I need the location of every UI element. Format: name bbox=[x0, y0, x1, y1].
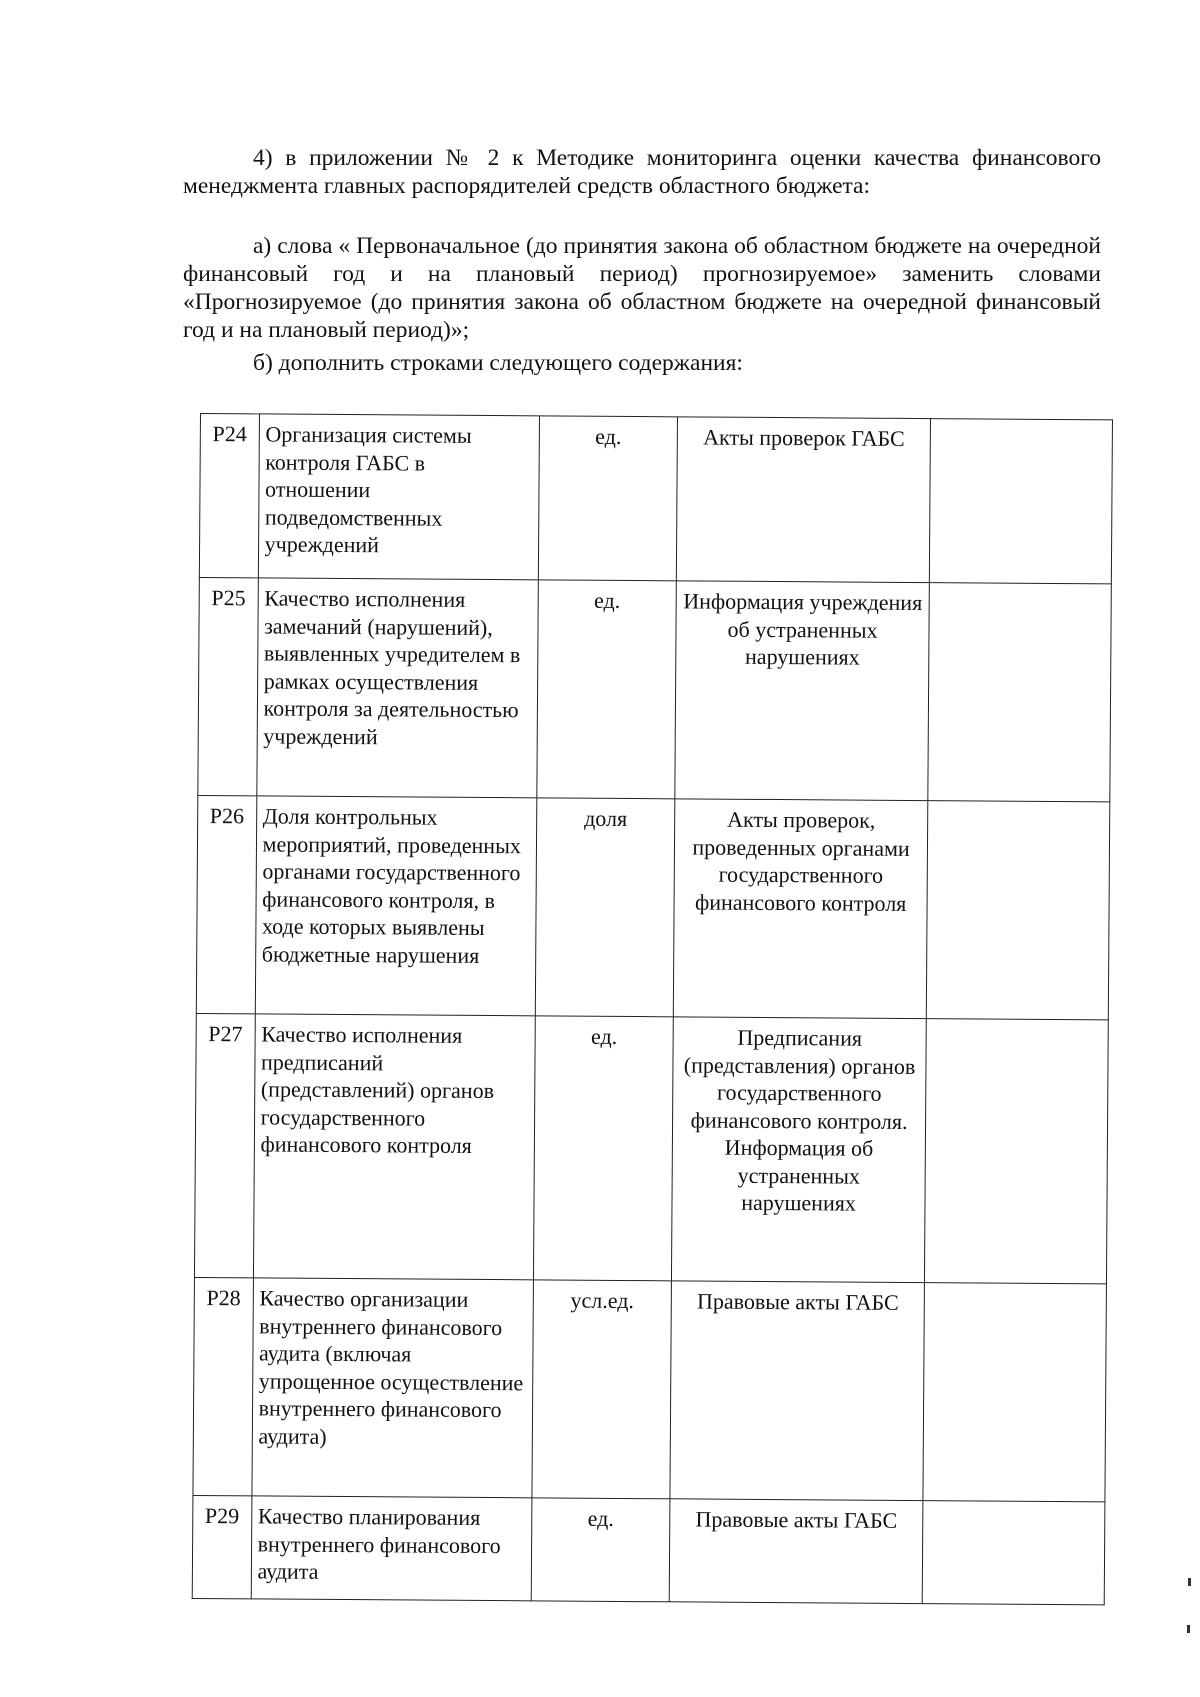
row-unit: ед. bbox=[533, 1016, 674, 1281]
row-code: P28 bbox=[193, 1277, 253, 1495]
row-unit: усл.ед. bbox=[531, 1280, 671, 1499]
paragraph-text: 4) в приложении № 2 к Методике мониторинга оценки качества финансового менеджмента главных распорядителей средств областного бюджета: bbox=[183, 145, 1101, 199]
table-row bbox=[199, 414, 1112, 584]
row-name: Качество планирования внутреннего финансового аудита bbox=[251, 1496, 532, 1601]
row-unit: доля bbox=[535, 798, 675, 1017]
row-source: Предписания (представления) органов государственного финансового контроля. Информация об устраненных нарушениях bbox=[672, 1017, 926, 1283]
row-name: Качество исполнения замечаний (нарушений), выявленных учредителем в рамках осуществления контроля за деятельностью учреждений bbox=[256, 578, 537, 798]
row-source: Правовые акты ГАБС bbox=[670, 1281, 924, 1501]
paragraph-text: а) слова « Первоначальное (до принятия закона об областном бюджете на очередной финансовый год и на плановый период) прогнозируемое» заменить словами «Прогнозируемое (до принятия закона об областном бюджете на очередной финансовый год и на плановый период)»; bbox=[183, 233, 1101, 343]
paragraph-text: б) дополнить строками следующего содержания: bbox=[253, 350, 743, 376]
row-name: Качество исполнения предписаний (представлений) органов государственного финансового контроля bbox=[253, 1014, 535, 1280]
row-code: P25 bbox=[198, 577, 258, 795]
row-extra bbox=[923, 1283, 1107, 1502]
row-extra bbox=[928, 583, 1112, 802]
indicators-table bbox=[192, 413, 1113, 1605]
paragraph-item-4 bbox=[183, 144, 1101, 200]
row-extra bbox=[926, 801, 1110, 1020]
row-code: P29 bbox=[192, 1495, 251, 1598]
table-row bbox=[196, 795, 1109, 1019]
table-row bbox=[193, 1277, 1106, 1501]
row-code: P26 bbox=[196, 795, 256, 1013]
row-extra bbox=[929, 419, 1112, 584]
row-name: Организация системы контроля ГАБС в отношении подведомственных учреждений bbox=[258, 414, 539, 580]
scan-artifact bbox=[1187, 1625, 1190, 1633]
row-code: P27 bbox=[194, 1013, 254, 1277]
row-source: Правовые акты ГАБС bbox=[670, 1499, 923, 1604]
row-code: P24 bbox=[199, 414, 259, 578]
table-row bbox=[198, 577, 1111, 801]
row-extra bbox=[922, 1501, 1105, 1605]
row-name: Доля контрольных мероприятий, проведенных органами государственного финансового контроля, в ходе которых выявлены бюджетные нарушения bbox=[255, 796, 536, 1016]
row-unit: ед. bbox=[531, 1498, 671, 1602]
row-source: Акты проверок, проведенных органами государственного финансового контроля bbox=[674, 799, 928, 1019]
row-source: Акты проверок ГАБС bbox=[677, 417, 931, 583]
table-row bbox=[194, 1013, 1108, 1283]
paragraph-item-a bbox=[183, 232, 1101, 344]
paragraph-item-b bbox=[183, 349, 1101, 377]
row-source: Информация учреждения об устраненных нарушениях bbox=[675, 581, 929, 801]
row-unit: ед. bbox=[536, 580, 676, 799]
row-name: Качество организации внутреннего финансового аудита (включая упрощенное осуществление внутреннего финансового аудита) bbox=[252, 1278, 533, 1498]
table-row bbox=[192, 1495, 1105, 1604]
row-unit: ед. bbox=[538, 416, 678, 581]
row-extra bbox=[924, 1019, 1108, 1284]
scan-artifact bbox=[1188, 1578, 1191, 1586]
